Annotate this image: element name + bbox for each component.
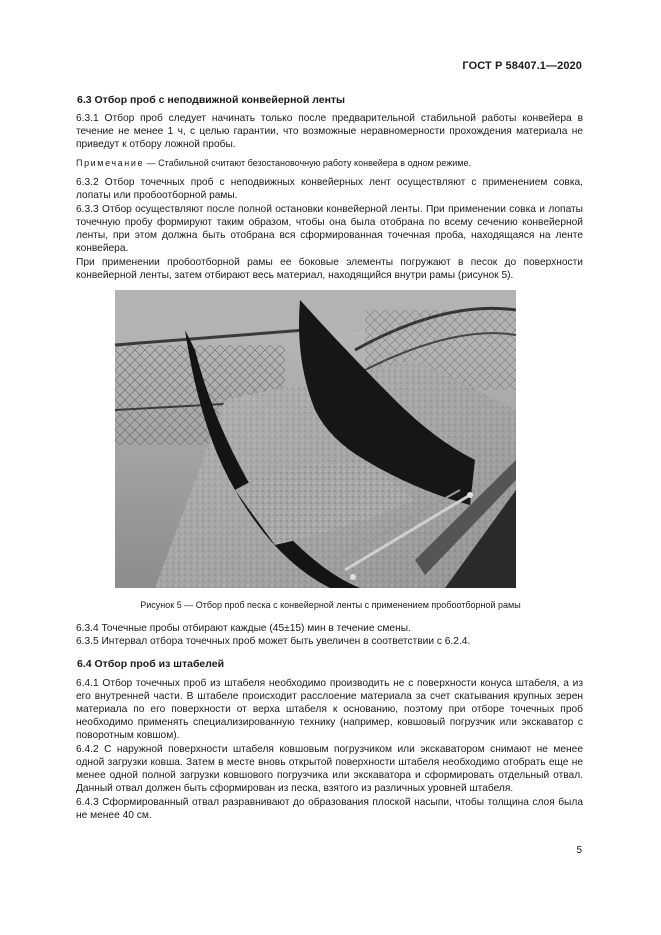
note-text: — Стабильной считают безостановочную работу конвейера в одном режиме. — [144, 158, 471, 168]
figure-photo — [115, 290, 516, 588]
paragraph-6-3-5: 6.3.5 Интервал отбора точечных проб может быть увеличен в соответствии с 6.2.4. — [76, 636, 471, 647]
paragraph-6-3-1 — [76, 112, 583, 151]
page-number: 5 — [576, 845, 582, 856]
figure-caption: Рисунок 5 — Отбор проб песка с конвейерной ленты с применением пробоотборной рамы — [140, 600, 521, 610]
paragraph-6-3-3: 6.3.3 Отбор осуществляют после полной остановки конвейерной ленты. При применении совка и лопаты точечную пробу формируют таким образом, чтобы она была отобрана по всему сечению конвейерной ленты, при этом должна быть отобрана вся сформированная точечная проба, находящаяся на ленте конвейера. — [76, 204, 583, 254]
paragraph-6-4-1: 6.4.1 Отбор точечных проб из штабеля необходимо производить не с поверхности конуса штабеля, а из его внутренней части. В штабеле происходит расслоение материала за счет скатывания крупных зерен материала по его поверхности от верха штабеля к основанию, поэтому при отборе точечных проб необходимо применять специализированную технику (например, ковшовый погрузчик или экскаватор с поворотным ковшом). — [76, 678, 583, 741]
paragraph-6-4-3: 6.4.3 Сформированный отвал разравнивают до образования плоской насыпи, чтобы толщина слоя была не менее 40 см. — [76, 797, 583, 821]
section-heading-6-3: 6.3 Отбор проб с неподвижной конвейерной ленты — [77, 94, 346, 106]
paragraph-6-3-2: 6.3.2 Отбор точечных проб с неподвижных конвейерных лент осуществляют с применением совка, лопаты или пробоотборной рамы. — [76, 177, 583, 201]
paragraph-6-4-2: 6.4.2 С наружной поверхности штабеля ковшовым погрузчиком или экскаватором снимают не менее одной загрузки ковша. Затем в месте вновь открытой поверхности штабеля необходимо отобрать еще не менее одной полной загрузки ковшового погрузчика или экскаватора и сформировать отдельный отвал. Данный отвал должен быть сформирован из песка, взятого из различных уровней штабеля. — [76, 744, 583, 794]
conveyor-photo-illustration — [115, 290, 516, 588]
paragraph-frame: При применении пробоотборной рамы ее боковые элементы погружают в песок до поверхности конвейерной ленты, затем отбирают весь материал, находящийся внутри рамы (рисунок 5). — [76, 257, 583, 281]
section-heading-6-4: 6.4 Отбор проб из штабелей — [77, 658, 225, 670]
paragraph-6-3-4: 6.3.4 Точечные пробы отбирают каждые (45±15) мин в течение смены. — [76, 623, 411, 634]
note-label: Примечание — [76, 158, 145, 168]
note — [76, 157, 583, 169]
paragraph-6-3-1-text: 6.3.1 Отбор проб следует начинать только после предварительной стабильной работы конвейера в течение не менее 1 ч, с целью гарантии, что возможные неравномерности прохождения материала не приведут к отбору ложной пробы. — [76, 113, 583, 150]
document-code: ГОСТ Р 58407.1—2020 — [462, 60, 582, 72]
